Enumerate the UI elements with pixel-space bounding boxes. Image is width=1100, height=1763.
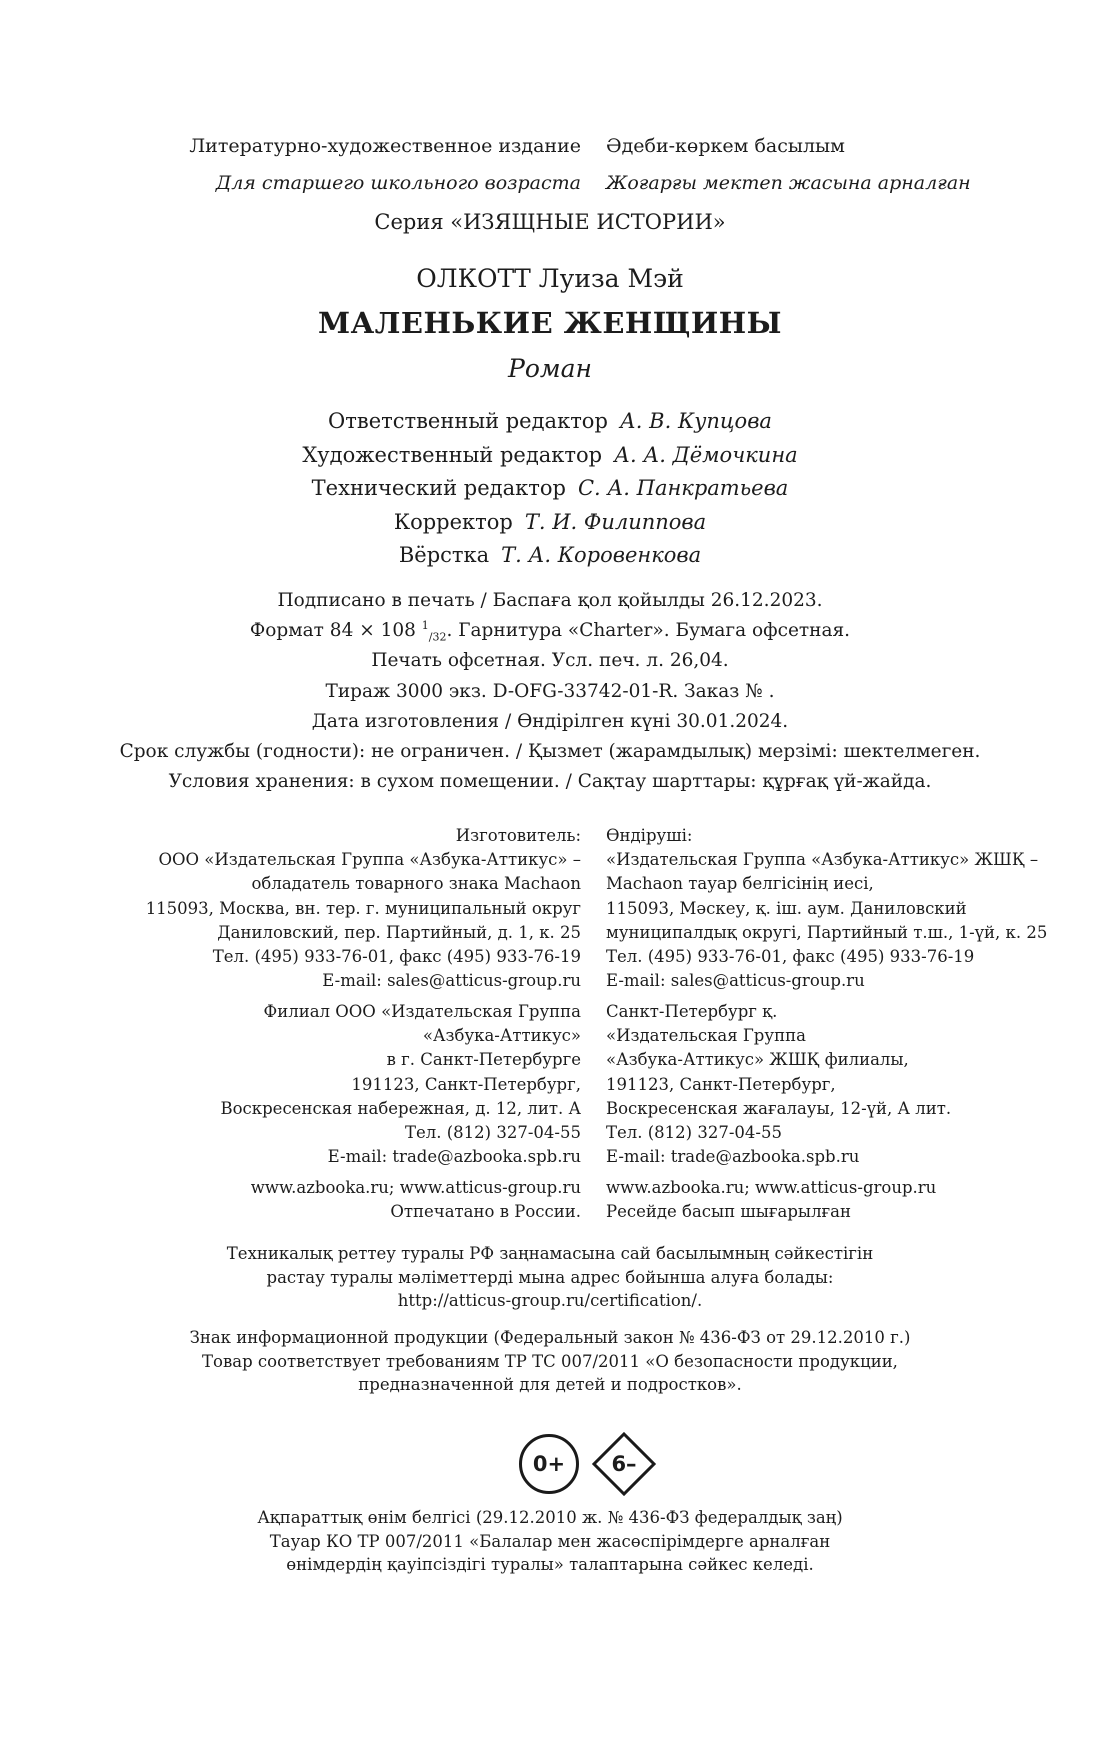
web-ru — [251, 1176, 581, 1224]
service-life: Срок службы (годности): не ограничен. / Қызмет (жарамдылық) мерзімі: шектелмеген. — [119, 741, 981, 763]
age-group-kz: Жоғарғы мектеп жасына арналған — [606, 172, 971, 194]
printed-in: Ресейде басып шығарылған — [606, 1202, 852, 1222]
format-line: Формат 84 × 108 $^1_{/32}$. Гарнитура «Charter». Бумага офсетная. — [249, 619, 851, 644]
edition-type-ru: Литературно-художественное издание — [189, 135, 581, 157]
website-links: www.azbooka.ru; www.atticus-group.ru — [250, 1178, 581, 1197]
signed-date: Подписано в печать / Баспаға қол қойылды 26.12.2023. — [277, 590, 823, 611]
credit-role: Технический редактор — [311, 476, 566, 500]
printed-in: Отпечатано в России. — [390, 1202, 581, 1222]
age-rating-signs — [519, 1427, 659, 1505]
credit-name: С. А. Панкратьева — [577, 476, 789, 500]
info-sign-notice-ru: Знак информационной продукции (Федеральный закон № 436-ФЗ от 29.12.2010 г.) Товар соответствует требованиям ТР ТС 007/2011 «О безопасности продукции, предназначенной для детей и подростков». — [189, 1328, 911, 1394]
manufacturer-kz: Өндіруші: «Издательская Группа «Азбука-Аттикус» ЖШҚ – Machaon тауар белгісінің иесі, 115093, Мәскеу, қ. іш. аум. Даниловский муниципалдық округі, Партийный т.ш., 1-үй, к. 25 Тел. (495) 933-76-01, факс (495) 933-76-19 E-mail: sales@atticus-group.ru — [606, 826, 1048, 991]
series: Серия «ИЗЯЩНЫЕ ИСТОРИИ» — [374, 210, 726, 234]
print-line: Печать офсетная. Усл. печ. л. 26,04. — [371, 650, 729, 672]
branch-kz: Санкт-Петербург қ. «Издательская Группа «Азбука-Аттикус» ЖШҚ филиалы, 191123, Санкт-Петербург, Воскресенская жағалауы, 12-үй, А лит. Тел. (812) 327-04-55 E-mail: trade@azbooka.spb.ru — [606, 1002, 952, 1167]
credit-name: А. А. Дёмочкина — [614, 442, 798, 467]
credit-name: Т. И. Филиппова — [524, 509, 707, 534]
credit-name: А. В. Купцова — [619, 409, 772, 433]
genre: Роман — [508, 354, 592, 383]
credit-row — [0, 472, 1100, 506]
info-sign-notice-kz: Ақпараттық өнім белгісі (29.12.2010 ж. № 436-ФЗ федералдық заң) Тауар КО ТР 007/2011 «Балалар мен жасөспірімдерге арналған өнімдердің қауіпсіздігі туралы» талаптарына сәйкес келеді. — [257, 1508, 843, 1574]
manufacturer-ru: Изготовитель: ООО «Издательская Группа «Азбука-Аттикус» – обладатель товарного знака Machaon 115093, Москва, вн. тер. г. муниципальный округ Даниловский, пер. Партийный, д. 1, к. 25 Тел. (495) 933-76-01, факс (495) 933-76-19 E-mail: sales@atticus-group.ru — [145, 826, 581, 991]
technical-data — [0, 586, 1100, 797]
credit-name: Т. А. Коровенкова — [501, 543, 702, 567]
age-0-plus-icon: 0+ — [519, 1434, 579, 1494]
credit-role: Корректор — [393, 509, 513, 534]
run-line: Тираж 3000 экз. D-OFG-33742-01-R. Заказ № . — [325, 680, 775, 702]
credit-role: Художественный редактор — [302, 442, 603, 467]
credit-row — [0, 405, 1100, 439]
age-group-ru: Для старшего школьного возраста — [215, 172, 581, 194]
storage-conditions: Условия хранения: в сухом помещении. / Сақтау шарттары: құрғақ үй-жайда. — [168, 771, 932, 793]
age-6-minus-icon — [592, 1432, 656, 1496]
book-title: МАЛЕНЬКИЕ ЖЕНЩИНЫ — [318, 306, 782, 340]
edition-type — [0, 128, 1100, 202]
production-date: Дата изготовления / Өндірілген күні 30.01.2024. — [311, 710, 789, 732]
branch-ru: Филиал ООО «Издательская Группа «Азбука-Аттикус» в г. Санкт-Петербурге 191123, Санкт-Петербург, Воскресенская набережная, д. 12, лит. А Тел. (812) 327-04-55 E-mail: trade@azbooka.spb.ru — [220, 1002, 581, 1167]
website-links: www.azbooka.ru; www.atticus-group.ru — [606, 1178, 937, 1197]
credits — [0, 405, 1100, 573]
author: ОЛКОТТ Луиза Мэй — [416, 264, 684, 293]
credit-row — [0, 539, 1100, 573]
credit-role: Ответственный редактор — [328, 409, 608, 433]
credit-role: Вёрстка — [398, 543, 490, 567]
edition-type-kz: Әдеби-көркем басылым — [606, 135, 845, 157]
diamond-label: 6– — [611, 1452, 637, 1476]
web-kz — [606, 1176, 936, 1224]
credit-row — [0, 439, 1100, 473]
credit-row — [0, 506, 1100, 540]
certification-notice: Техникалық реттеу туралы РФ заңнамасына сай басылымның сәйкестігін растау туралы мәліметтерді мына адрес бойынша алуға болады: http://atticus-group.ru/certification/. — [226, 1244, 874, 1310]
